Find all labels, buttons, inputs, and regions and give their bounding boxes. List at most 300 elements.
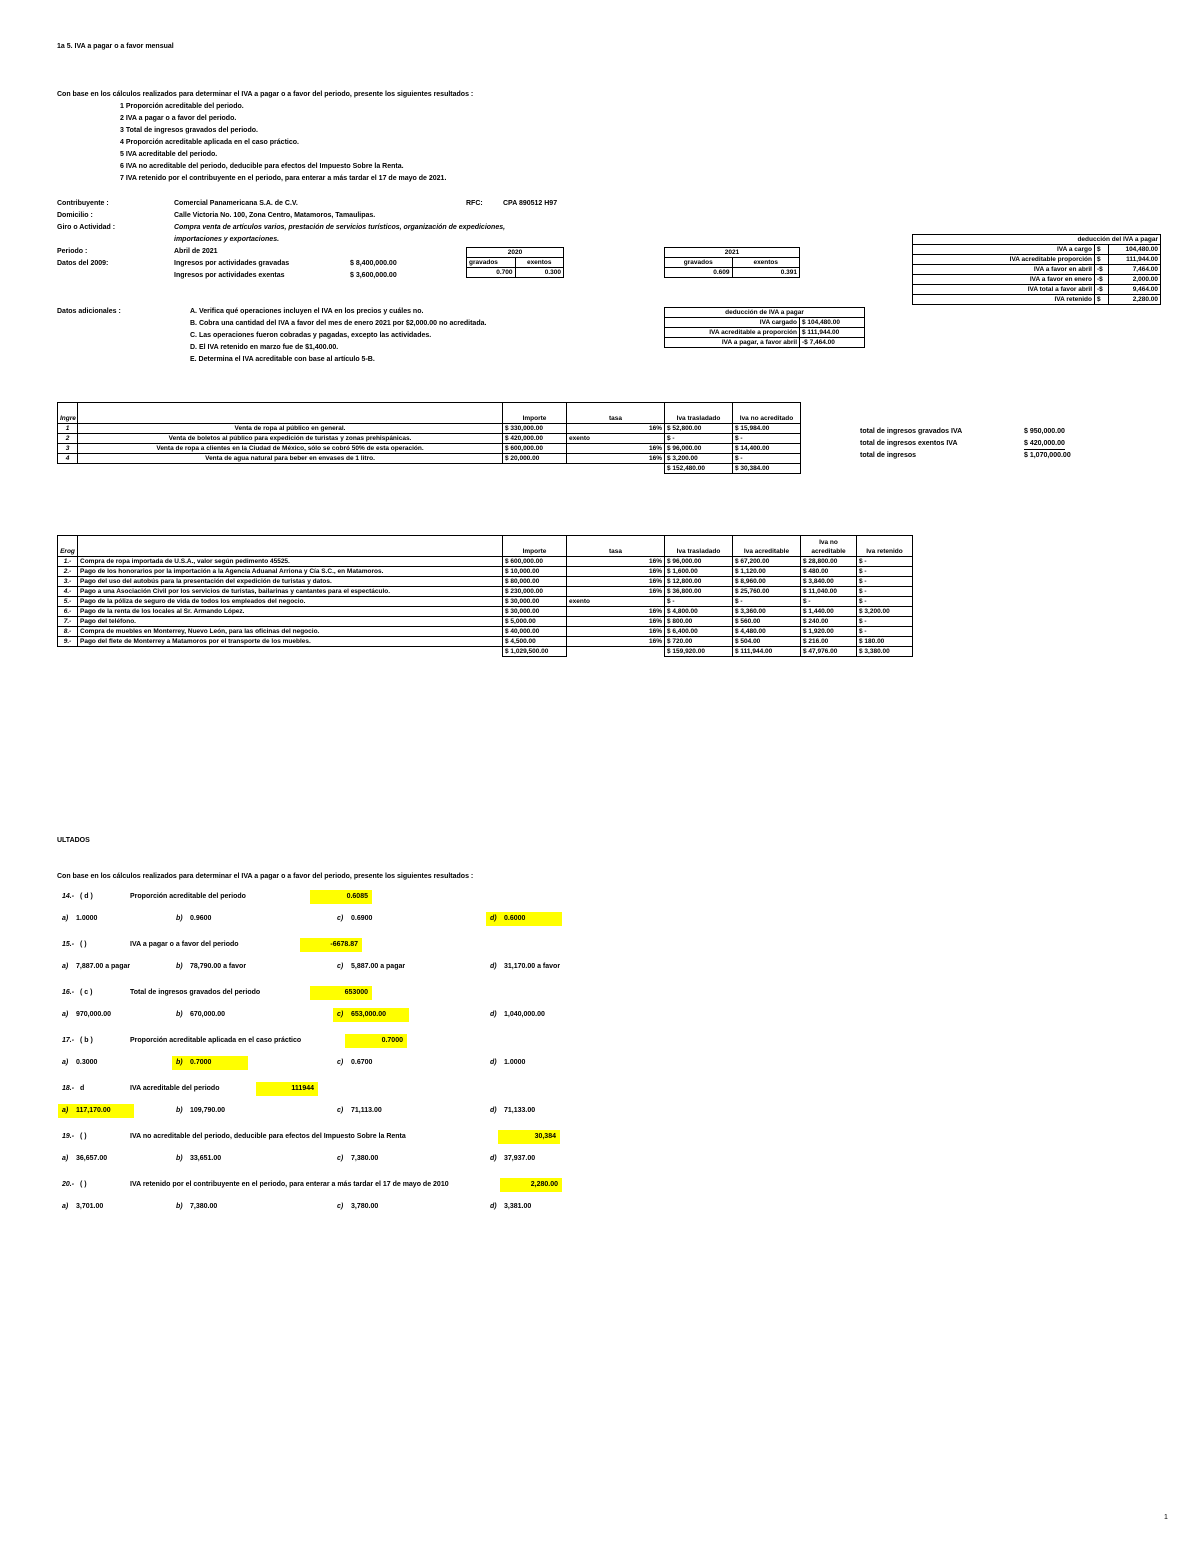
ingresos-cell: 1 (58, 424, 78, 434)
question-answer: 653000 (310, 986, 372, 1000)
option-value: 1,040,000.00 (504, 1011, 545, 1018)
egresos-cell: $ 6,400.00 (665, 627, 733, 637)
egresos-cell: $ 180.00 (857, 637, 913, 647)
egresos-blank-cell (78, 647, 503, 657)
deduccion-mid-label: IVA acreditable a proporción (665, 328, 800, 338)
contrib-value: Comercial Panamericana S.A. de C.V. (174, 200, 298, 207)
egresos-cell: $ 1,920.00 (801, 627, 857, 637)
option-value: 33,651.00 (190, 1155, 222, 1162)
question-text: IVA acreditable del periodo (130, 1085, 220, 1092)
egresos-cell: $ 240.00 (801, 617, 857, 627)
task-item: 2 IVA a pagar o a favor del periodo. (120, 115, 237, 122)
option-value: 1.0000 (76, 915, 98, 922)
ingresos-cell: $ 600,000.00 (503, 444, 567, 454)
periodo-value: Abril de 2021 (174, 248, 218, 255)
tot-ingresos-label: total de ingresos exentos IVA (860, 440, 958, 447)
ingresos-blank-cell (58, 464, 78, 474)
prop-2020-h2: exentos (515, 258, 564, 268)
option-value: 0.6700 (351, 1059, 373, 1066)
option-letter: a) (62, 963, 69, 970)
prop-2020-year: 2020 (467, 248, 564, 258)
ingresos-row (58, 444, 801, 454)
rfc-label: RFC: (466, 200, 483, 207)
egresos-cell: $ 3,840.00 (801, 577, 857, 587)
egresos-cell: $ 600,000.00 (503, 557, 567, 567)
prop-2021-h1: gravados (665, 258, 733, 268)
ingresos-total-cell: $ 152,480.00 (665, 464, 733, 474)
det-pagar-title: deducción del IVA a pagar (913, 235, 1161, 245)
egresos-cell: $ 8,960.00 (733, 577, 801, 587)
option-value: 109,790.00 (190, 1107, 226, 1114)
deduccion-mid-row (665, 328, 865, 338)
prop-2020-v2: 0.300 (515, 268, 564, 278)
tot-ingresos-label: total de ingresos gravados IVA (860, 428, 963, 435)
det-pagar-row (913, 265, 1161, 275)
egresos-cell: 16% (567, 567, 665, 577)
egresos-cell: $ 11,040.00 (801, 587, 857, 597)
det-pagar-label: IVA a favor en abril (913, 265, 1095, 275)
egresos-blank-cell (567, 647, 665, 657)
ingresos-cell: $ 52,800.00 (665, 424, 733, 434)
question-answer: 30,384 (498, 1130, 560, 1144)
egresos-total-cell: $ 3,380.00 (857, 647, 913, 657)
ingresos-cell: Venta de boletos al público para expedición de turistas y zonas prehispánicas. (78, 434, 503, 444)
ingresos-cell: $ 20,000.00 (503, 454, 567, 464)
ingresos-table (57, 402, 801, 474)
egresos-header-cell: Iva no acreditable (801, 536, 857, 557)
det-pagar-currency: -$ (1095, 265, 1109, 275)
option-letter: d) (490, 1107, 497, 1114)
option-value: 653,000.00 (351, 1011, 387, 1018)
giro-value: Compra venta de artículos varios, prestación de servicios turísticos, organización de expediciones, (174, 224, 506, 231)
option-letter: d) (490, 915, 497, 922)
question-number: 17.- (62, 1037, 75, 1044)
det-pagar-value: 9,464.00 (1109, 285, 1161, 295)
det-pagar-label: IVA a favor en enero (913, 275, 1095, 285)
prop-2020-table (466, 247, 564, 278)
option-value: 0.7000 (190, 1059, 212, 1066)
ingresos-row (58, 424, 801, 434)
egresos-cell: $ 504.00 (733, 637, 801, 647)
deduccion-mid-row (665, 318, 865, 328)
egresos-cell: Pago a una Asociación Civil por los servicios de turistas, bailarinas y cantantes para el espectáculo. (78, 587, 503, 597)
egresos-cell: Pago del teléfono. (78, 617, 503, 627)
option-letter: a) (62, 1059, 69, 1066)
egresos-cell: 3.- (58, 577, 78, 587)
datos-adic-item: E. Determina el IVA acreditable con base al artículo 5-B. (190, 356, 375, 363)
egresos-cell: Pago del flete de Monterrey a Matamoros por el transporte de los muebles. (78, 637, 503, 647)
question-number: 15.- (62, 941, 75, 948)
deduccion-mid-table (664, 307, 865, 348)
egresos-cell: $ 3,200.00 (857, 607, 913, 617)
task-item: 4 Proporción acreditable aplicada en el caso práctico. (120, 139, 299, 146)
option-letter: c) (337, 1155, 344, 1162)
domicilio-value: Calle Victoria No. 100, Zona Centro, Matamoros, Tamaulipas. (174, 212, 376, 219)
egresos-cell: $ - (801, 597, 857, 607)
prop-2021-h2: exentos (732, 258, 800, 268)
option-letter: a) (62, 1107, 69, 1114)
det-pagar-currency: $ (1095, 295, 1109, 305)
egresos-header-cell: Erog (58, 536, 78, 557)
option-letter: d) (490, 1155, 497, 1162)
ingresos-cell: $ 330,000.00 (503, 424, 567, 434)
contrib-label: Contribuyente : (57, 200, 109, 207)
question-number: 18.- (62, 1085, 75, 1092)
option-value: 7,887.00 a pagar (76, 963, 131, 970)
egresos-cell: $ 30,000.00 (503, 597, 567, 607)
question-selection: ( c ) (80, 989, 93, 996)
option-letter: c) (337, 1011, 344, 1018)
det-pagar-label: IVA a cargo (913, 245, 1095, 255)
egresos-cell: $ 720.00 (665, 637, 733, 647)
option-value: 117,170.00 (76, 1107, 111, 1114)
ingresos-cell: 16% (567, 424, 665, 434)
egresos-cell: 16% (567, 607, 665, 617)
egresos-total-row (58, 647, 913, 657)
egresos-cell: $ 5,000.00 (503, 617, 567, 627)
ingresos-total-row (58, 464, 801, 474)
ing-exe-label: Ingresos por actividades exentas (174, 272, 285, 279)
option-letter: c) (337, 1203, 344, 1210)
question-text: Proporción acreditable aplicada en el caso práctico (130, 1037, 302, 1044)
egresos-cell: $ 4,500.00 (503, 637, 567, 647)
egresos-header-cell (78, 536, 503, 557)
option-value: 3,701.00 (76, 1203, 104, 1210)
option-value: 71,113.00 (351, 1107, 382, 1114)
ing-grav-label: Ingresos por actividades gravadas (174, 260, 290, 267)
ingresos-cell: Venta de ropa a clientes en la Ciudad de México, sólo se cobró 50% de esta operación. (78, 444, 503, 454)
option-value: 0.6000 (504, 915, 526, 922)
option-letter: c) (337, 1107, 344, 1114)
egresos-cell: $ - (733, 597, 801, 607)
option-letter: b) (176, 1011, 183, 1018)
question-text: IVA retenido por el contribuyente en el periodo, para enterar a más tardar el 17 de mayo de 2010 (130, 1181, 449, 1188)
egresos-header-row (58, 536, 913, 557)
egresos-cell: 16% (567, 587, 665, 597)
egresos-cell: Pago del uso del autobús para la presentación del expedición de turistas y datos. (78, 577, 503, 587)
option-letter: a) (62, 915, 69, 922)
option-value: 3,780.00 (351, 1203, 379, 1210)
egresos-cell: $ - (857, 587, 913, 597)
task-item: 7 IVA retenido por el contribuyente en el periodo, para enterar a más tardar el 17 de mayo de 2021. (120, 175, 447, 182)
egresos-total-cell: $ 1,029,500.00 (503, 647, 567, 657)
ingresos-row (58, 454, 801, 464)
question-selection: ( ) (80, 1181, 87, 1188)
prop-2021-table (664, 247, 800, 278)
det-pagar-value: 111,944.00 (1109, 255, 1161, 265)
option-letter: a) (62, 1203, 69, 1210)
question-answer: 0.7000 (345, 1034, 407, 1048)
option-value: 1.0000 (504, 1059, 526, 1066)
option-letter: b) (176, 1059, 183, 1066)
option-letter: d) (490, 1011, 497, 1018)
option-letter: a) (62, 1155, 69, 1162)
ingresos-cell: 3 (58, 444, 78, 454)
egresos-cell: $ 3,360.00 (733, 607, 801, 617)
option-value: 71,133.00 (504, 1107, 536, 1114)
egresos-header-cell: Importe (503, 536, 567, 557)
deduccion-mid-label: IVA cargado (665, 318, 800, 328)
egresos-cell: $ 480.00 (801, 567, 857, 577)
option-value: 7,380.00 (190, 1203, 218, 1210)
option-value: 78,790.00 a favor (190, 963, 247, 970)
egresos-cell: 1.- (58, 557, 78, 567)
egresos-blank-cell (58, 647, 78, 657)
egresos-cell: $ 230,000.00 (503, 587, 567, 597)
page-title: 1a 5. IVA a pagar o a favor mensual (57, 43, 174, 50)
egresos-cell: $ 40,000.00 (503, 627, 567, 637)
deduccion-mid-value: $ 104,480.00 (800, 318, 865, 328)
det-pagar-row (913, 255, 1161, 265)
ingresos-cell: exento (567, 434, 665, 444)
question-selection: ( b ) (80, 1037, 93, 1044)
ingresos-row (58, 434, 801, 444)
egresos-total-cell: $ 111,944.00 (733, 647, 801, 657)
egresos-cell: $ 28,800.00 (801, 557, 857, 567)
ingresos-cell: 2 (58, 434, 78, 444)
ingresos-cell: $ 14,400.00 (733, 444, 801, 454)
det-pagar-currency: $ (1095, 245, 1109, 255)
egresos-row (58, 617, 913, 627)
ingresos-cell: 16% (567, 454, 665, 464)
question-number: 19.- (62, 1133, 75, 1140)
egresos-cell: $ - (857, 567, 913, 577)
question-answer: 0.6085 (310, 890, 372, 904)
egresos-header-cell: Iva trasladado (665, 536, 733, 557)
egresos-cell: 8.- (58, 627, 78, 637)
egresos-cell: Pago de los honorarios por la importación a la Agencia Aduanal Arriona y Cía S.C., en Matamoros. (78, 567, 503, 577)
page-number: 1 (1164, 1514, 1168, 1521)
egresos-cell: 7.- (58, 617, 78, 627)
deduccion-mid-value: $ 111,944.00 (800, 328, 865, 338)
ingresos-blank-cell (78, 464, 503, 474)
ingresos-cell: $ 15,984.00 (733, 424, 801, 434)
task-item: 5 IVA acreditable del periodo. (120, 151, 218, 158)
datos-adic-item: A. Verifica qué operaciones incluyen el IVA en los precios y cuáles no. (190, 308, 424, 315)
egresos-cell: $ 36,800.00 (665, 587, 733, 597)
egresos-cell: 16% (567, 637, 665, 647)
option-value: 0.3000 (76, 1059, 98, 1066)
egresos-row (58, 557, 913, 567)
egresos-cell: $ 4,800.00 (665, 607, 733, 617)
periodo-label: Periodo : (57, 248, 88, 255)
task-item: 3 Total de ingresos gravados del periodo. (120, 127, 258, 134)
egresos-header-cell: Iva retenido (857, 536, 913, 557)
egresos-cell: $ - (857, 577, 913, 587)
ingresos-cell: $ 3,200.00 (665, 454, 733, 464)
ingresos-header-row (58, 403, 801, 424)
task-item: 1 Proporción acreditable del periodo. (120, 103, 244, 110)
option-letter: b) (176, 1203, 183, 1210)
deduccion-mid-row (665, 338, 865, 348)
egresos-cell: 16% (567, 617, 665, 627)
question-number: 20.- (62, 1181, 75, 1188)
ingresos-cell: $ 420,000.00 (503, 434, 567, 444)
egresos-header-cell: Iva acreditable (733, 536, 801, 557)
question-number: 14.- (62, 893, 75, 900)
option-value: 670,000.00 (190, 1011, 226, 1018)
egresos-cell: $ - (857, 617, 913, 627)
question-text: IVA a pagar o a favor del periodo (130, 941, 239, 948)
det-pagar-currency: -$ (1095, 275, 1109, 285)
ingresos-header-cell (78, 403, 503, 424)
option-letter: d) (490, 1203, 497, 1210)
option-letter: b) (176, 915, 183, 922)
det-pagar-label: IVA total a favor abril (913, 285, 1095, 295)
question-answer: 111944 (256, 1082, 318, 1096)
det-pagar-label: IVA retenido (913, 295, 1095, 305)
egresos-cell: Pago de la póliza de seguro de vida de todos los empleados del negocio. (78, 597, 503, 607)
egresos-cell: $ 10,000.00 (503, 567, 567, 577)
egresos-cell: $ 67,200.00 (733, 557, 801, 567)
egresos-cell: $ 25,760.00 (733, 587, 801, 597)
ingresos-header-cell: Importe (503, 403, 567, 424)
egresos-row (58, 627, 913, 637)
task-item: 6 IVA no acreditable del periodo, deducible para efectos del Impuesto Sobre la Renta. (120, 163, 404, 170)
intro-text: Con base en los cálculos realizados para determinar el IVA a pagar o a favor del periodo, presente los siguientes resultados : (57, 91, 474, 98)
option-letter: d) (490, 1059, 497, 1066)
question-text: Proporción acreditable del periodo (130, 893, 246, 900)
question-text: Total de ingresos gravados del periodo (130, 989, 261, 996)
det-pagar-row (913, 275, 1161, 285)
egresos-cell: $ 80,000.00 (503, 577, 567, 587)
egresos-cell: $ 96,000.00 (665, 557, 733, 567)
egresos-total-cell: $ 47,976.00 (801, 647, 857, 657)
ingresos-header-cell: tasa (567, 403, 665, 424)
option-value: 7,380.00 (351, 1155, 379, 1162)
tot-ingresos-value: $ 420,000.00 (1024, 439, 1065, 450)
egresos-cell: $ - (857, 557, 913, 567)
egresos-row (58, 637, 913, 647)
det-pagar-table (912, 234, 1161, 305)
option-value: 31,170.00 a favor (504, 963, 561, 970)
question-selection: ( ) (80, 1133, 87, 1140)
egresos-cell: $ 1,440.00 (801, 607, 857, 617)
option-value: 5,887.00 a pagar (351, 963, 406, 970)
egresos-cell: 9.- (58, 637, 78, 647)
egresos-cell: $ - (857, 597, 913, 607)
datos-adic-item: C. Las operaciones fueron cobradas y pagadas, excepto las actividades. (190, 332, 432, 339)
resultados-title: ULTADOS (57, 837, 90, 844)
det-pagar-value: 104,480.00 (1109, 245, 1161, 255)
option-letter: d) (490, 963, 497, 970)
deduccion-mid-label: IVA a pagar, a favor abril (665, 338, 800, 348)
domicilio-label: Domicilio : (57, 212, 93, 219)
giro-label: Giro o Actividad : (57, 224, 116, 231)
egresos-row (58, 577, 913, 587)
option-letter: c) (337, 963, 344, 970)
question-number: 16.- (62, 989, 75, 996)
ingresos-header-cell: Ingre (58, 403, 78, 424)
datos-adic-label: Datos adicionales : (57, 308, 121, 315)
option-value: 0.9600 (190, 915, 212, 922)
ingresos-cell: $ - (665, 434, 733, 444)
det-pagar-row (913, 245, 1161, 255)
det-pagar-row (913, 295, 1161, 305)
egresos-cell: 4.- (58, 587, 78, 597)
egresos-cell: 6.- (58, 607, 78, 617)
det-pagar-value: 2,000.00 (1109, 275, 1161, 285)
question-selection: d (80, 1085, 85, 1092)
datos-adic-item: D. El IVA retenido en marzo fue de $1,400.00. (190, 344, 339, 351)
egresos-table (57, 535, 913, 657)
ingresos-cell: 16% (567, 444, 665, 454)
egresos-cell: Compra de ropa importada de U.S.A., valor según pedimento 45525. (78, 557, 503, 567)
ing-exe-value: $ 3,600,000.00 (350, 272, 397, 279)
egresos-row (58, 607, 913, 617)
egresos-cell: $ 216.00 (801, 637, 857, 647)
question-answer: -6678.87 (300, 938, 362, 952)
deduccion-mid-title: deducción de IVA a pagar (665, 308, 865, 318)
tot-ingresos-value: $ 1,070,000.00 (1024, 452, 1071, 459)
option-letter: c) (337, 1059, 344, 1066)
option-value: 3,381.00 (504, 1203, 532, 1210)
ingresos-total-cell: $ 30,384.00 (733, 464, 801, 474)
egresos-cell: 16% (567, 577, 665, 587)
option-value: 0.6900 (351, 915, 373, 922)
rfc-value: CPA 890512 H97 (503, 200, 558, 207)
tot-ingresos-value: $ 950,000.00 (1024, 428, 1065, 435)
intro2-text: Con base en los cálculos realizados para determinar el IVA a pagar o a favor del periodo, presente los siguientes resultados : (57, 873, 474, 880)
det-pagar-currency: -$ (1095, 285, 1109, 295)
ingresos-blank-cell (503, 464, 567, 474)
ingresos-header-cell: Iva no acreditado (733, 403, 801, 424)
prop-2021-v1: 0.609 (665, 268, 733, 278)
det-pagar-currency: $ (1095, 255, 1109, 265)
option-letter: b) (176, 1107, 183, 1114)
ingresos-cell: $ - (733, 434, 801, 444)
egresos-cell: $ 12,800.00 (665, 577, 733, 587)
egresos-header-cell: tasa (567, 536, 665, 557)
ingresos-blank-cell (567, 464, 665, 474)
det-pagar-value: 7,464.00 (1109, 265, 1161, 275)
egresos-cell: Compra de muebles en Monterrey, Nuevo León, para las oficinas del negocio. (78, 627, 503, 637)
ingresos-header-cell: Iva trasladado (665, 403, 733, 424)
giro-value-2: importaciones y exportaciones. (174, 236, 280, 243)
option-letter: c) (337, 915, 344, 922)
prop-2020-h1: gravados (467, 258, 516, 268)
egresos-cell: $ 1,600.00 (665, 567, 733, 577)
egresos-cell: $ 560.00 (733, 617, 801, 627)
det-pagar-value: 2,280.00 (1109, 295, 1161, 305)
det-pagar-row (913, 285, 1161, 295)
prop-2020-v1: 0.700 (467, 268, 516, 278)
det-pagar-label: IVA acreditable proporción (913, 255, 1095, 265)
egresos-cell: $ 800.00 (665, 617, 733, 627)
ingresos-cell: 4 (58, 454, 78, 464)
datos-adic-item: B. Cobra una cantidad del IVA a favor del mes de enero 2021 por $2,000.00 no acreditada. (190, 320, 487, 327)
ingresos-cell: Venta de ropa al público en general. (78, 424, 503, 434)
ing-grav-value: $ 8,400,000.00 (350, 260, 397, 267)
option-value: 36,657.00 (76, 1155, 108, 1162)
egresos-cell: $ - (665, 597, 733, 607)
ingresos-cell: Venta de agua natural para beber en envases de 1 litro. (78, 454, 503, 464)
deduccion-mid-value: -$ 7,464.00 (800, 338, 865, 348)
option-letter: a) (62, 1011, 69, 1018)
tot-ingresos-label: total de ingresos (860, 452, 917, 459)
prop-2021-v2: 0.391 (732, 268, 800, 278)
egresos-cell: Pago de la renta de los locales al Sr. Armando López. (78, 607, 503, 617)
egresos-cell: 16% (567, 557, 665, 567)
question-selection: ( d ) (80, 893, 93, 900)
question-text: IVA no acreditable del periodo, deducible para efectos del Impuesto Sobre la Renta (130, 1133, 406, 1140)
egresos-cell: $ - (857, 627, 913, 637)
egresos-cell: 2.- (58, 567, 78, 577)
question-answer: 2,280.00 (500, 1178, 562, 1192)
egresos-cell: exento (567, 597, 665, 607)
question-selection: ( ) (80, 941, 87, 948)
egresos-row (58, 567, 913, 577)
